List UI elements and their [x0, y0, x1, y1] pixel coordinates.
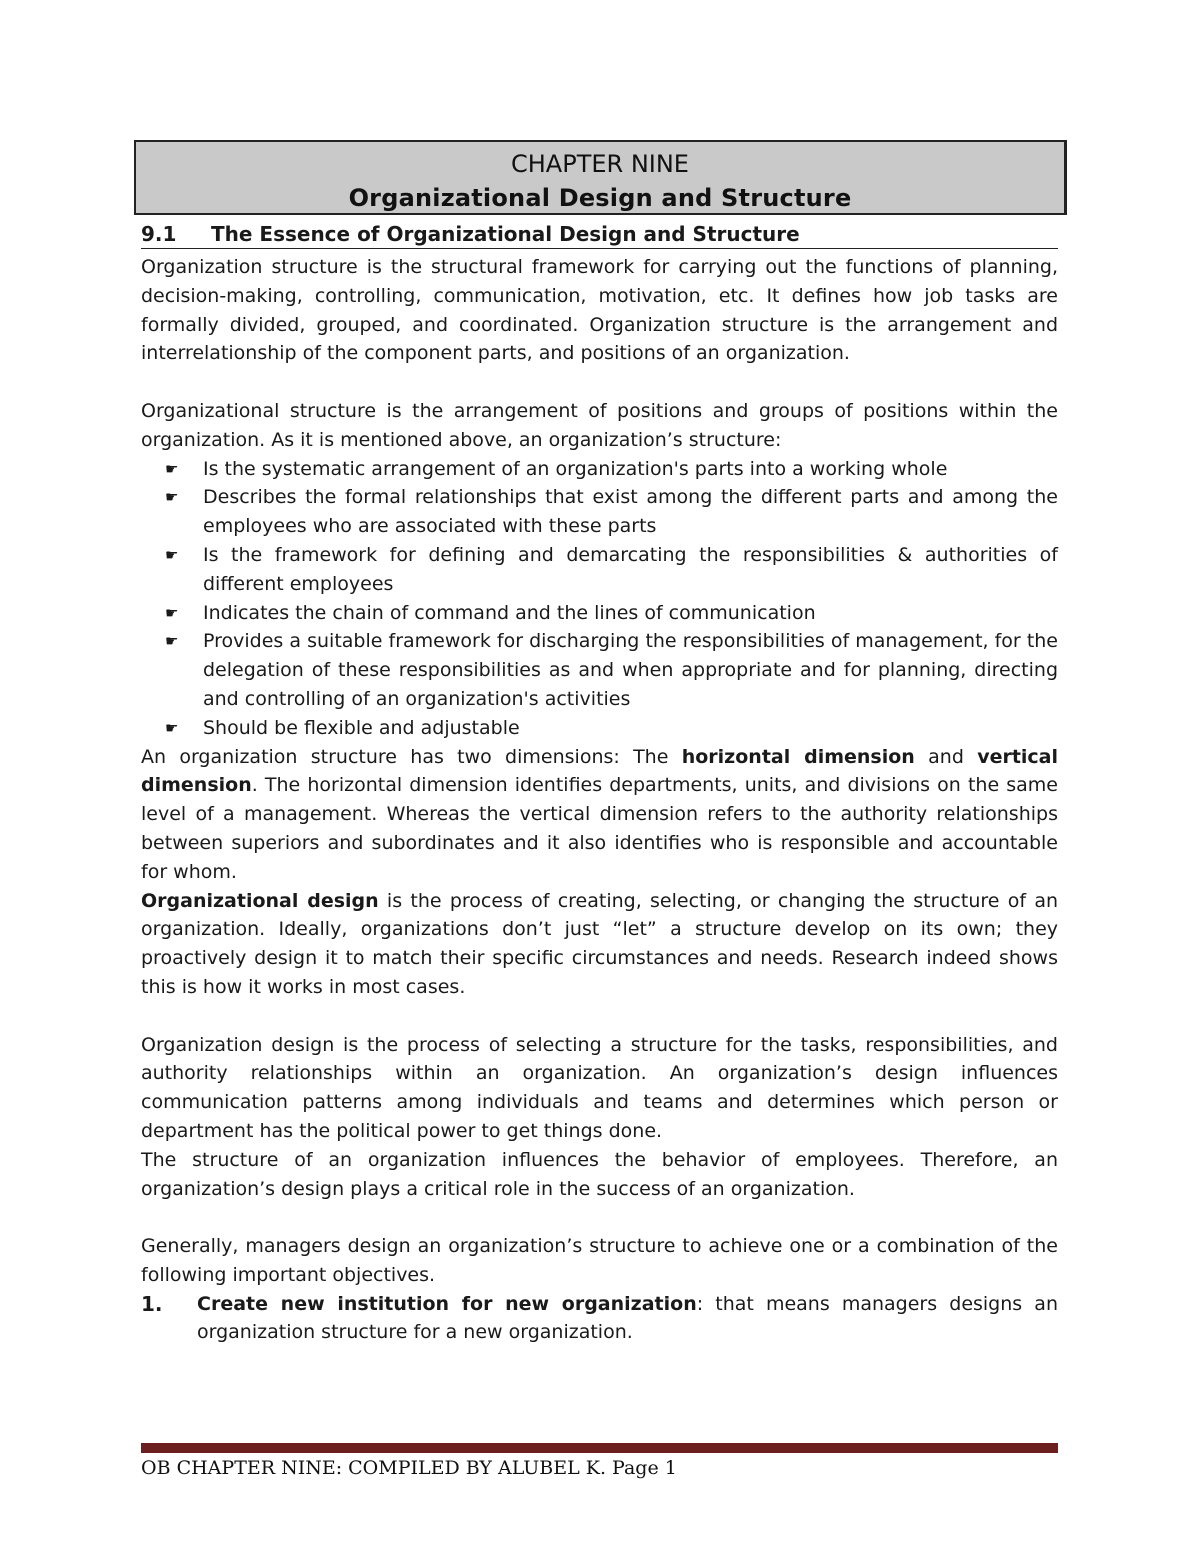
- list-item: [141, 483, 1058, 541]
- list-item-text: Is the framework for defining and demarcating the responsibilities & authorities of different employees: [203, 543, 1058, 595]
- spacer: [141, 368, 1058, 397]
- pointing-hand-icon: ☛: [165, 545, 179, 564]
- text-run: and: [914, 745, 978, 768]
- objective-number: 1.: [141, 1291, 163, 1316]
- objective-text: : that means managers designs an organization structure for a new organization.: [197, 1292, 1058, 1344]
- spacer: [141, 1002, 1058, 1031]
- paragraph-dimensions: [141, 743, 1058, 887]
- footer-text: OB CHAPTER NINE: COMPILED BY ALUBEL K. Page 1: [141, 1457, 677, 1479]
- term-vertical-dimension: vertical dimension: [141, 745, 1059, 797]
- objective-item: [141, 1290, 1058, 1348]
- footer-rule: [141, 1443, 1058, 1453]
- text-run: is the process of creating, selecting, or changing the structure of an organization. Ideally, organizations don’t just “let” a structure develop on its own; they proactively design it to match their specific circumstances and needs. Research indeed shows this is how it works in most cases.: [141, 889, 1058, 998]
- pointing-hand-icon: ☛: [165, 459, 179, 478]
- chapter-title: CHAPTER NINE: [511, 150, 689, 178]
- pointing-hand-icon: ☛: [165, 718, 179, 737]
- chapter-subtitle: Organizational Design and Structure: [348, 184, 852, 212]
- paragraph-influence: The structure of an organization influences the behavior of employees. Therefore, an organization’s design plays a critical role in the success of an organization.: [141, 1148, 1058, 1200]
- list-item: [141, 714, 1058, 743]
- text-run: . The horizontal dimension identifies departments, units, and divisions on the same level of a management. Whereas the vertical dimension refers to the authority relationships between superiors and subordinates and it also identifies who is responsible and accountable for whom.: [141, 774, 1058, 883]
- page-body: [141, 140, 1058, 1347]
- pointing-hand-icon: ☛: [165, 603, 179, 622]
- list-item-text: Indicates the chain of command and the lines of communication: [203, 601, 816, 624]
- list-item: [141, 599, 1058, 628]
- list-item: [141, 455, 1058, 484]
- section-title: The Essence of Organizational Design and Structure: [211, 222, 800, 246]
- list-item-text: Describes the formal relationships that exist among the different parts and among the employees who are associated with these parts: [203, 486, 1058, 538]
- list-item: [141, 541, 1058, 599]
- paragraph-arrangement: Organizational structure is the arrangement of positions and groups of positions within the organization. As it is mentioned above, an organization’s structure:: [141, 399, 1058, 451]
- objective-term: Create new institution for new organization: [197, 1292, 697, 1315]
- list-item-text: Should be flexible and adjustable: [203, 716, 520, 739]
- term-horizontal-dimension: horizontal dimension: [681, 745, 915, 768]
- chapter-header-box: [134, 140, 1067, 215]
- paragraph-design-process: Organization design is the process of selecting a structure for the tasks, responsibilities, and authority relationships within an organization. An organization’s design influences communication patterns among individuals and teams and determines which person or department has the political power to get things done.: [141, 1033, 1058, 1142]
- section-number: 9.1: [141, 222, 177, 246]
- list-item-text: Is the systematic arrangement of an organization's parts into a working whole: [203, 457, 948, 480]
- paragraph-objectives-intro: Generally, managers design an organization’s structure to achieve one or a combination of the following important objectives.: [141, 1235, 1058, 1286]
- text-run: An organization structure has two dimensions: The: [141, 745, 682, 768]
- list-item: [141, 627, 1058, 713]
- section-heading: [141, 221, 1058, 249]
- pointing-hand-icon: ☛: [165, 488, 179, 507]
- spacer: [141, 1203, 1058, 1232]
- term-organizational-design: Organizational design: [141, 889, 379, 912]
- pointing-hand-icon: ☛: [165, 632, 179, 651]
- structure-bullet-list: [141, 455, 1058, 743]
- paragraph-definition: Organization structure is the structural framework for carrying out the functions of planning, decision-making, controlling, communication, motivation, etc. It defines how job tasks are formally divided, grouped, and coordinated. Organization structure is the arrangement and interrelationship of the component parts, and positions of an organization.: [141, 256, 1058, 365]
- paragraph-organizational-design: [141, 887, 1058, 1002]
- list-item-text: Provides a suitable framework for discharging the responsibilities of management, for the delegation of these responsibilities as and when appropriate and for planning, directing and controlling of an organization's activities: [203, 630, 1058, 710]
